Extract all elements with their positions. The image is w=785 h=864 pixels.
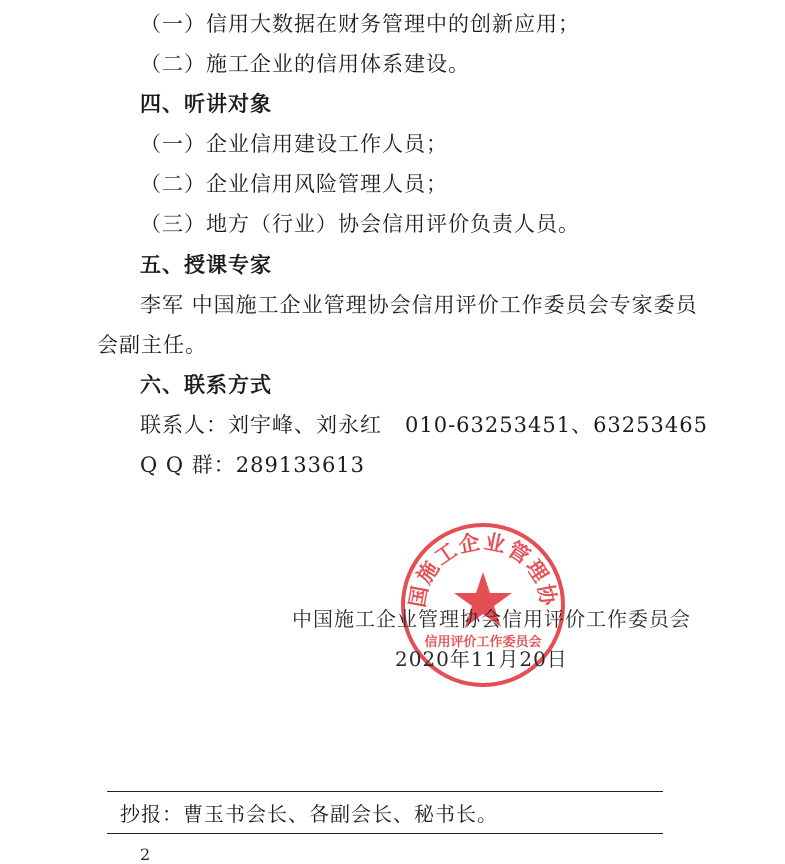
section-heading-contact: 六、联系方式 [140,373,272,397]
signature-date: 2020年11月20日 [395,647,568,671]
signature-organization: 中国施工企业管理协会信用评价工作委员会 [292,607,691,631]
section-item-3-2: （二）施工企业的信用体系建设。 [140,52,470,76]
section-item-3-1: （一）信用大数据在财务管理中的创新应用； [140,12,580,36]
contact-qq: Q Q 群：289133613 [140,453,366,477]
footer-bottom-rule [107,833,663,834]
audience-item-1: （一）企业信用建设工作人员； [140,132,448,156]
expert-line-1: 李军 中国施工企业管理协会信用评价工作委员会专家委员 [140,293,698,317]
seal-outer-text: 国施工企业管理协 [405,529,561,610]
audience-item-2: （二）企业信用风险管理人员； [140,172,448,196]
audience-item-3: （三）地方（行业）协会信用评价负责人员。 [140,212,580,236]
footer-top-rule [107,791,663,792]
seal-inner-text: 信用评价工作委员会 [424,635,542,650]
footer-cc: 抄报：曹玉书会长、各副会长、秘书长。 [120,802,498,826]
contact-persons: 联系人：刘宇峰、刘永红 [140,413,382,437]
expert-line-2: 会副主任。 [97,333,207,357]
contact-phone: 010-63253451、63253465 [405,413,708,437]
section-heading-experts: 五、授课专家 [140,253,272,277]
page-number: 2 [140,845,152,864]
section-heading-audience: 四、听讲对象 [140,92,272,116]
